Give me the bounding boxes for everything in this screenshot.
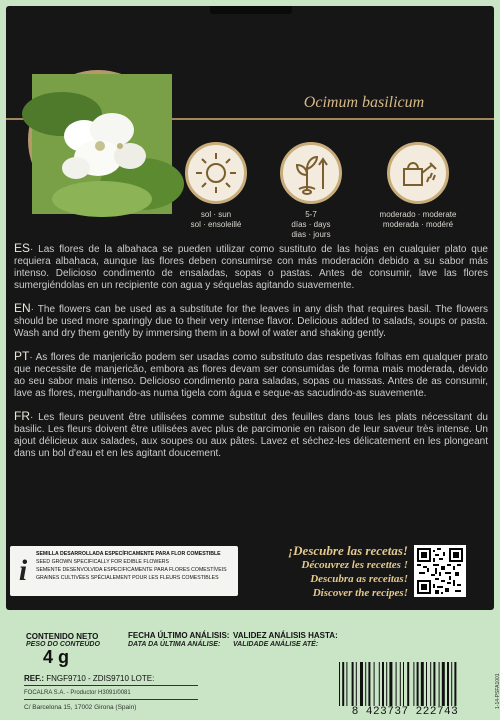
qr-code[interactable] [414, 545, 466, 597]
reference-line [24, 674, 154, 683]
validity-sublabel: VALIDADE ANÁLISE ATÉ: [233, 641, 319, 648]
info-icon: i [18, 554, 28, 587]
net-content-sublabel: PESO DO CONTEÚDO [26, 641, 100, 648]
validity-label: VALIDEZ ANÁLISIS HASTA: [233, 631, 338, 640]
packet-footer [0, 612, 500, 720]
description-text-en: · The flowers can be used as a substitute for the leaves in any dish that requires basil. The flowers should be used more sparingly due to their very intense flavor. Delicious added to salads, soups or pasta. Wash and dry them gently by immersing them in a bowl of water and shaking gently. [14, 304, 488, 339]
promo-en: Discover the recipes! [312, 587, 408, 599]
pictogram-watering [378, 142, 458, 230]
description-es [14, 242, 488, 292]
species-name: Ocimum basilicum [303, 94, 425, 111]
reference-prefix: REF.: [24, 674, 44, 683]
description-text-fr: · Les fleurs peuvent être utilisées comme substitut des feuilles dans tous les plats nécessitant du basilic. Les fleurs doivent être utilisées avec plus de parcimonie en raison de leur saveur très intense. Un ajout délicieux aux salades, aux soupes ou aux pâtes. Lavez et séchez-les délicatement en les plongeant dans un bol d'eau et en les agitant doucement. [14, 412, 488, 459]
net-content-value: 4 g [43, 647, 70, 667]
description-fr [14, 410, 488, 460]
days-caption-3: dias · jours [291, 230, 331, 239]
sun-caption-1: sol · sun [200, 210, 232, 219]
hang-notch [210, 6, 292, 14]
reference-value: FNGF9710 - ZDIS9710 [46, 674, 129, 683]
lang-code-en: EN [14, 301, 31, 315]
barcode-number: 8 423737 222743 [351, 706, 459, 718]
analysis-date-sublabel: DATA DA ÚLTIMA ANÁLISE: [128, 641, 221, 648]
edible-seed-notice [10, 546, 238, 596]
description-text-es: · Las flores de la albahaca se pueden utilizar como sustituto de las hojas en cualquier plato que requiera albahaca, aunque las flores deben consumirse con más moderación debido a su sabor más intenso. Delicioso condimento de ensaladas, sopas o pastas. Antes de consumir, lave las flores sumergiéndolas en un recipiente con agua y séquelas agitando suavemente. [14, 244, 488, 291]
producer-info: FOCALRA S.A. - Productor H3091/0081 [24, 690, 131, 696]
seed-notice-fr: GRAINES CULTIVÉES SPÉCIALEMENT POUR LES FLEURS COMESTIBLES [36, 575, 219, 581]
water-caption-2: moderada · modéré [382, 220, 454, 229]
promo-fr: Découvrez les recettes ! [301, 559, 408, 571]
footer-rule-2 [24, 699, 198, 700]
description-en [14, 302, 488, 340]
company-address: C/ Barcelona 15, 17002 Girona (Spain) [24, 704, 137, 711]
description-text-pt: · As flores de manjericão podem ser usadas como substituto das respetivas folhas em qualquer prato que necessite de manjericão, embora as flores devam ser consumidas de forma mais moderada, devido ao seu sabor mais intenso. Delicioso condimento para saladas, sopas ou massas. Antes de as consumir, lave as flores, mergulhando-as numa tigela com água e seque-as sacudindo-as suavemente. [14, 352, 488, 399]
footer-rule-1 [24, 685, 198, 686]
lang-code-es: ES [14, 241, 31, 255]
pictogram-sun [176, 142, 256, 230]
promo-es: ¡Descubre las recetas! [288, 543, 408, 558]
recipes-promo [244, 544, 408, 600]
promo-pt: Descubra as receitas! [310, 573, 408, 585]
basil-flower-photo [28, 70, 168, 210]
pictogram-germination [271, 142, 351, 240]
watering-can-icon [387, 142, 449, 204]
description-block [14, 242, 488, 470]
lot-label: LOTE: [131, 674, 155, 683]
sun-caption-2: sol · ensoleillé [190, 220, 242, 229]
description-pt [14, 350, 488, 400]
seedling-growth-icon [280, 142, 342, 204]
days-caption-1: 5-7 [305, 210, 317, 219]
lang-code-pt: PT [14, 349, 30, 363]
lang-code-fr: FR [14, 409, 30, 423]
side-code-text: 1-14-PSFA1001 [495, 673, 501, 709]
analysis-date-label: FECHA ÚLTIMO ANÁLISIS: [128, 631, 230, 640]
seed-notice-pt: SEMENTE DESENVOLVIDA ESPECIFICAMENTE PARA FLORES COMESTÍVEIS [36, 567, 227, 573]
seed-notice-en: SEED GROWN SPECIFICALLY FOR EDIBLE FLOWERS [36, 559, 169, 565]
water-caption-1: moderado · moderate [379, 210, 457, 219]
barcode [337, 662, 479, 706]
seed-notice-es: SEMILLA DESARROLLADA ESPECÍFICAMENTE PARA FLOR COMESTIBLE [36, 551, 221, 557]
side-print-code [488, 632, 501, 712]
days-caption-2: días · days [291, 220, 331, 229]
net-content-label: CONTENIDO NETO [26, 632, 99, 641]
sun-icon [185, 142, 247, 204]
